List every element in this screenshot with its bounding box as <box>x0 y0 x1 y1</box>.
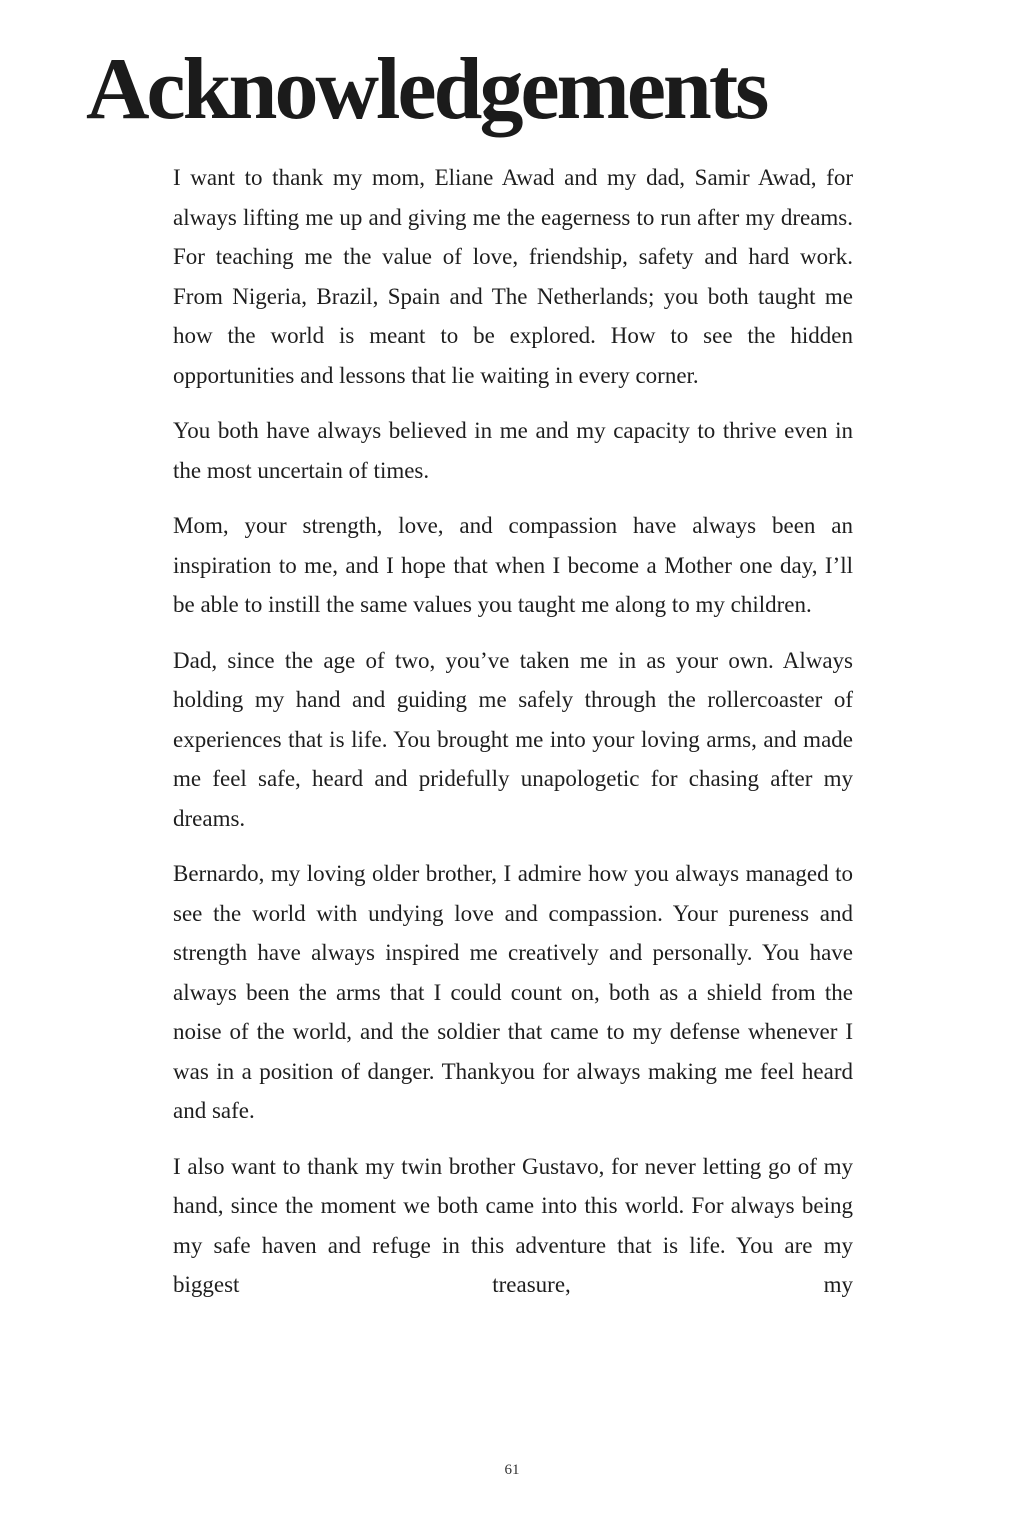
page-number: 61 <box>504 1462 520 1478</box>
page-title: Acknowledgements <box>86 41 767 138</box>
paragraph-parents: I want to thank my mom, Eliane Awad and my dad, Samir Awad, for always lifting me up and giving me the eagerness to run after my dreams. For teaching me the value of love, friendship, safety and hard work. From Nigeria, Brazil, Spain and The Netherlands; you both taught me how the world is meant to be explored. How to see the hidden opportunities and lessons that lie waiting in every corner. <box>173 165 853 388</box>
body-text <box>173 158 853 1321</box>
paragraph-belief: You both have always believed in me and my capacity to thrive even in the most uncertain of times. <box>173 418 853 483</box>
paragraph-gustavo: I also want to thank my twin brother Gustavo, for never letting go of my hand, since the moment we both came into this world. For always being my safe haven and refuge in this adventure that is life. You are my biggest treasure, my <box>173 1153 853 1297</box>
paragraph-mom: Mom, your strength, love, and compassion have always been an inspiration to me, and I hope that when I become a Mother one day, I’ll be able to instill the same values you taught me along to my children. <box>173 513 853 617</box>
paragraph-bernardo: Bernardo, my loving older brother, I admire how you always managed to see the world with undying love and compassion. Your pureness and strength have always inspired me creatively and personally. You have always been the arms that I could count on, both as a shield from the noise of the world, and the soldier that came to my defense whenever I was in a position of danger. Thankyou for always making me feel heard and safe. <box>173 861 853 1123</box>
paragraph-dad: Dad, since the age of two, you’ve taken me in as your own. Always holding my hand and guiding me safely through the rollercoaster of experiences that is life. You brought me into your loving arms, and made me feel safe, heard and pridefully unapologetic for chasing after my dreams. <box>173 647 853 831</box>
